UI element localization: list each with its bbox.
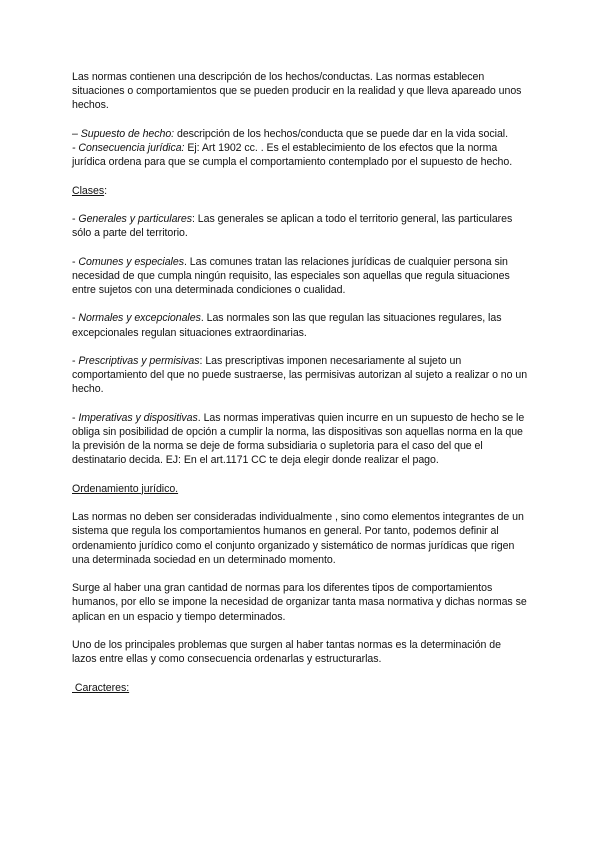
caracteres-heading-line (72, 681, 528, 695)
clase-dash: - (72, 411, 79, 424)
clase-label: Prescriptivas y permisivas (78, 354, 200, 367)
clase-text: . Las normales son las que regulan las situaciones regulares, las excepcionales regulan situaciones extraordinarias. (72, 312, 502, 339)
supuesto-de-hecho-paragraph (72, 127, 528, 141)
ordenamiento-heading: Ordenamiento jurídico. (72, 482, 179, 495)
clase-item (72, 411, 528, 468)
clases-heading: Clases (72, 184, 105, 197)
clase-item (72, 354, 528, 397)
ordenamiento-paragraph-3: Uno de los principales problemas que surgen al haber tantas normas es la determinación de lazos entre ellas y como consecuencia ordenarlas y estructurarlas. (72, 638, 501, 666)
caracteres-heading: Caracteres: (72, 681, 130, 694)
clase-dash: - (72, 354, 79, 367)
clase-label: Generales y particulares (78, 212, 192, 225)
clase-text: . Las normas imperativas quien incurre en un supuesto de hecho se le obliga sin posibilidad de opción a cumplir la norma, las dispositivas son aquellas norma en la que la previsión de la norma se deje de forma subsidiaria o supletoria para el caso del que el destinatario decida. EJ: En el art.1171 CC te deja elegir donde realizar el pago. (72, 411, 525, 467)
clase-item (72, 311, 528, 339)
clase-text: : Las generales se aplican a todo el territorio general, las particulares sólo a parte del territorio. (72, 212, 513, 240)
consecuencia-juridica-paragraph (72, 141, 528, 169)
clase-label: Comunes y especiales (78, 255, 184, 268)
clases-heading-suffix: : (104, 184, 107, 197)
supuesto-text: descripción de los hechos/conducta que se puede dar en la vida social. (174, 127, 508, 140)
supuesto-label: – Supuesto de hecho: (72, 127, 175, 140)
document-body (72, 70, 528, 695)
ordenamiento-heading-line (72, 482, 528, 496)
ordenamiento-paragraph-2: Surge al haber una gran cantidad de normas para los diferentes tipos de comportamientos humanos, por ello se impone la necesidad de organizar tanta masa normativa y dichas normas se aplican en un espacio y tiempo determinados. (72, 582, 527, 623)
ordenamiento-paragraph-1: Las normas no deben ser consideradas individualmente , sino como elementos integrantes de un sistema que regula los comportamientos humanos en general. Por tanto, podemos definir al ordenamiento jurídico como el conjunto organizado y sistemático de normas jurídicas que rigen una determinada sociedad en un determinado momento. (72, 511, 524, 566)
clase-label: Imperativas y dispositivas (78, 411, 198, 424)
clases-heading-line (72, 184, 528, 198)
clase-label: Normales y excepcionales (78, 312, 201, 325)
clase-text: : Las prescriptivas imponen necesariamente al sujeto un comportamiento del que no puede sustraerse, las permisivas autorizan al sujeto a realizar o no un hecho. (72, 354, 528, 396)
consecuencia-text: Ej: Art 1902 cc. . Es el establecimiento de los efectos que la norma jurídica ordena para que se cumpla el comportamiento contemplado por el supuesto de hecho. (72, 142, 513, 169)
clase-text: . Las comunes tratan las relaciones jurídicas de cualquier persona sin necesidad de que cumpla ningún requisito, las especiales son aquellas que regula situaciones entre sujetos con una determinada condiciones o cualidad. (72, 255, 510, 296)
consecuencia-label: - Consecuencia jurídica: (72, 142, 185, 154)
intro-paragraph: Las normas contienen una descripción de los hechos/conductas. Las normas establecen situaciones o comportamientos que se pueden producir en la realidad y que lleva apareado unos hechos. (72, 71, 522, 112)
clase-dash: - (72, 312, 79, 325)
clase-item (72, 212, 528, 240)
clase-dash: - (72, 255, 79, 268)
clase-dash: - (72, 212, 79, 225)
clase-item (72, 255, 528, 298)
